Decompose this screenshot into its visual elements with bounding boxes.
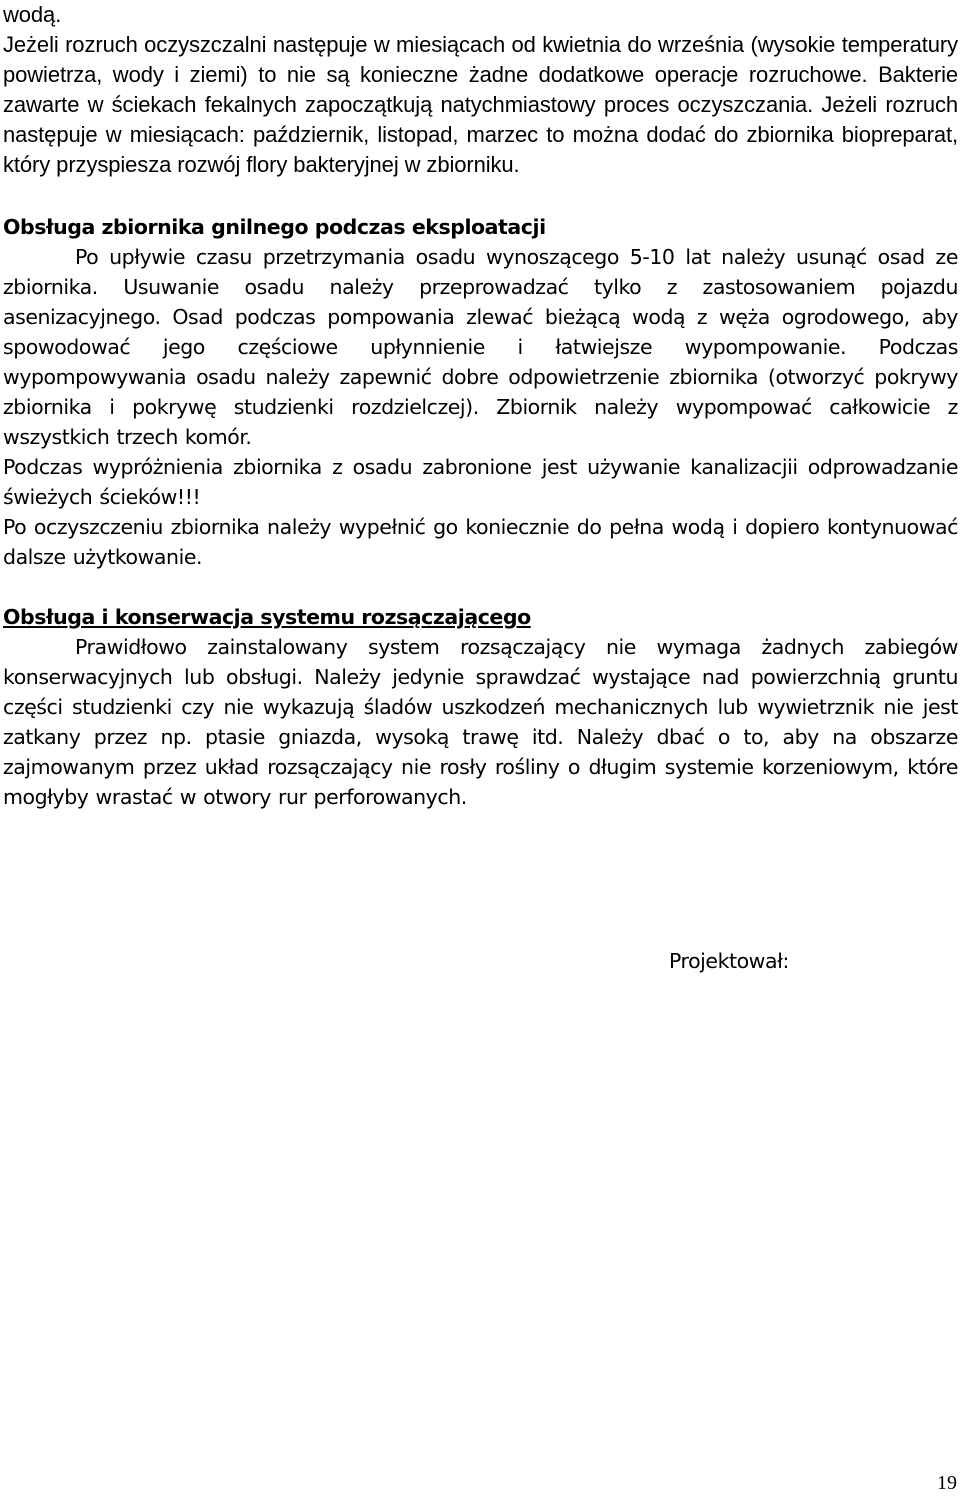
infiltration-system-paragraph: Prawidłowo zainstalowany system rozsączający nie wymaga żadnych zabiegów konserwacyjnych lub obsługi. Należy jedynie sprawdzać wystające nad powierzchnią gruntu części studzienki czy nie wykazują śladów uszkodzeń mechanicznych lub wywietrznik nie jest zatkany przez np. ptasie gniazda, wysoką trawę itd. Należy dbać o to, aby na obszarze zajmowanym przez układ rozsączający nie rosły rośliny o długim systemie korzeniowym, które mogłyby wrastać w otwory rur perforowanych. [3, 635, 958, 809]
section-heading-septic-tank: Obsługa zbiornika gnilnego podczas eksploatacji [3, 215, 546, 239]
section-heading-infiltration-system: Obsługa i konserwacja systemu rozsączającego [3, 605, 531, 629]
septic-tank-paragraph-2: Podczas wypróżnienia zbiornika z osadu zabronione jest używanie kanalizacjii odprowadzanie świeżych ścieków!!! [3, 455, 958, 509]
septic-tank-paragraph-3: Po oczyszczeniu zbiornika należy wypełnić go koniecznie do pełna wodą i dopiero kontynuować dalsze użytkowanie. [3, 515, 958, 569]
document-page [3, 0, 958, 812]
spacer [3, 572, 958, 602]
spacer [3, 180, 958, 212]
page-number: 19 [937, 1472, 957, 1494]
startup-paragraph: Jeżeli rozruch oczyszczalni następuje w miesiącach od kwietnia do września (wysokie temperatury powietrza, wody i ziemi) to nie są konieczne żadne dodatkowe operacje rozruchowe. Bakterie zawarte w ściekach fekalnych zapoczątkują natychmiastowy proces oczyszczania. Jeżeli rozruch następuje w miesiącach: październik, listopad, marzec to można dodać do zbiornika biopreparat, który przyspiesza rozwój flory bakteryjnej w zbiorniku. [3, 32, 958, 177]
septic-tank-paragraph-1: Po upływie czasu przetrzymania osadu wynoszącego 5-10 lat należy usunąć osad ze zbiornika. Usuwanie osadu należy przeprowadzać tylko z zastosowaniem pojazdu asenizacyjnego. Osad podczas pompowania zlewać bieżącą wodą z węża ogrodowego, aby spowodować jego częściowe upłynnienie i łatwiejsze wypompowanie. Podczas wypompowywania osadu należy zapewnić dobre odpowietrzenie zbiornika (otworzyć pokrywy zbiornika i pokrywę studzienki rozdzielczej). Zbiornik należy wypompować całkowicie z wszystkich trzech komór. [3, 245, 958, 449]
continuation-line: wodą. [3, 2, 62, 27]
signature-label: Projektował: [669, 949, 789, 973]
